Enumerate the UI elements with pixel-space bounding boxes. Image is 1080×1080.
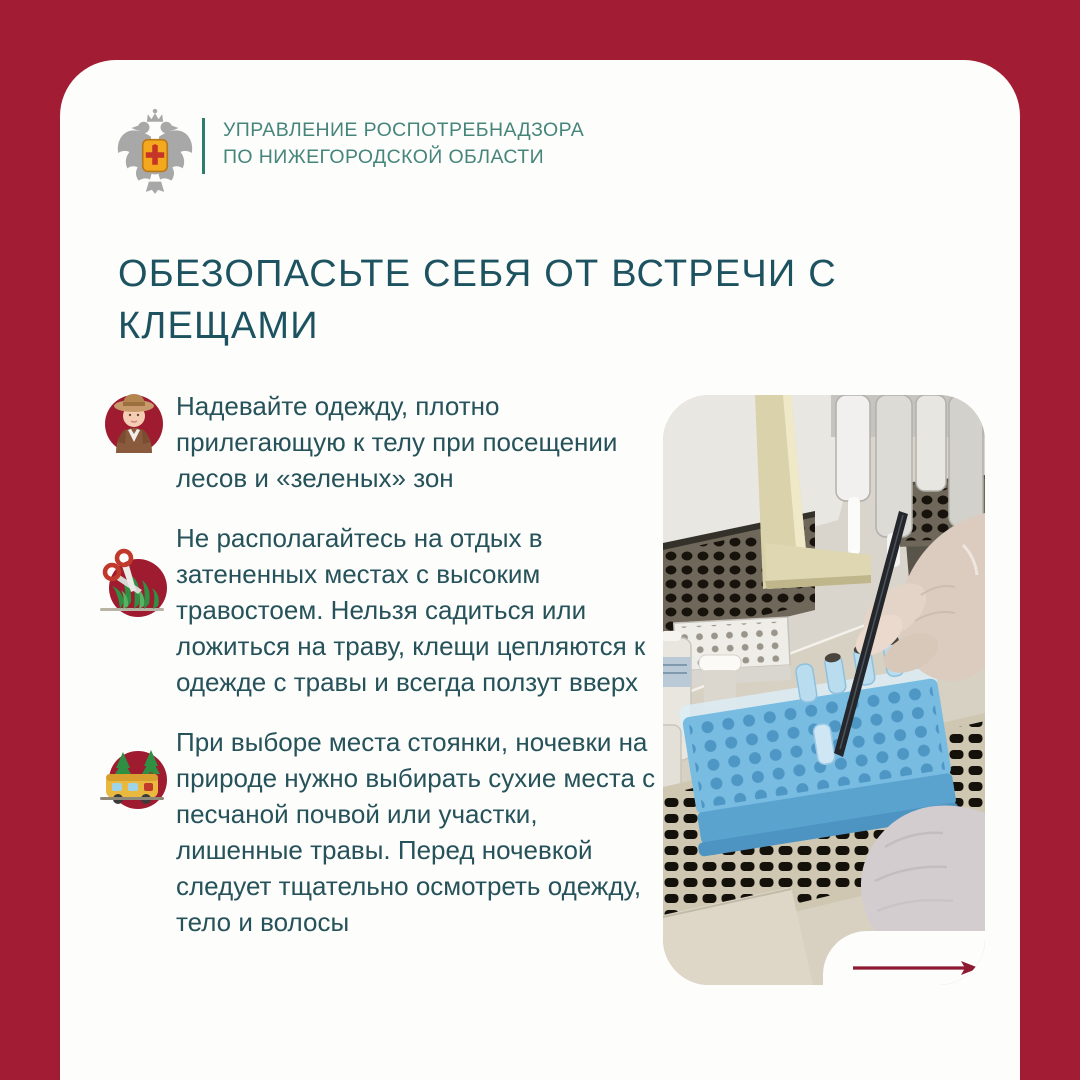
org-name-line1: УПРАВЛЕНИЕ РОСПОТРЕБНАДЗОРА	[223, 119, 585, 141]
tip-clothing	[104, 388, 664, 496]
camping-trailer-icon	[104, 750, 162, 808]
grass-cutting-icon	[104, 554, 162, 612]
tips-list	[104, 388, 664, 940]
tip-text: При выборе места стоянки, ночевки на природе нужно выбирать сухие места с песчаной почвой или участки, лишенные травы. Перед ночевкой следует тщательно осмотреть одежду, тело и волосы	[176, 727, 656, 937]
farmer-icon	[104, 392, 162, 450]
brand-divider	[202, 118, 205, 174]
rospotrebnadzor-eagle-emblem	[116, 108, 194, 198]
org-name	[223, 117, 743, 171]
arrow-right-icon[interactable]	[851, 959, 981, 977]
org-name-line2: ПО НИЖЕГОРОДСКОЙ ОБЛАСТИ	[223, 146, 544, 168]
next-slide-notch	[823, 931, 985, 985]
tip-text: Не располагайтесь на отдых в затененных местах с высоким травостоем. Нельзя садиться или ложиться на траву, клещи цепляются к одежде с травы и всегда ползут вверх	[176, 523, 646, 697]
tip-text: Надевайте одежду, плотно прилегающую к телу при посещении лесов и «зеленых» зон	[176, 391, 618, 493]
lab-photo-tweezers-blue-tube-rack	[663, 395, 985, 985]
tip-camping	[104, 724, 664, 940]
page-title: ОБЕЗОПАСЬТЕ СЕБЯ ОТ ВСТРЕЧИ С КЛЕЩАМИ	[118, 253, 837, 347]
info-card	[60, 60, 1020, 1080]
tip-grass	[104, 520, 664, 700]
